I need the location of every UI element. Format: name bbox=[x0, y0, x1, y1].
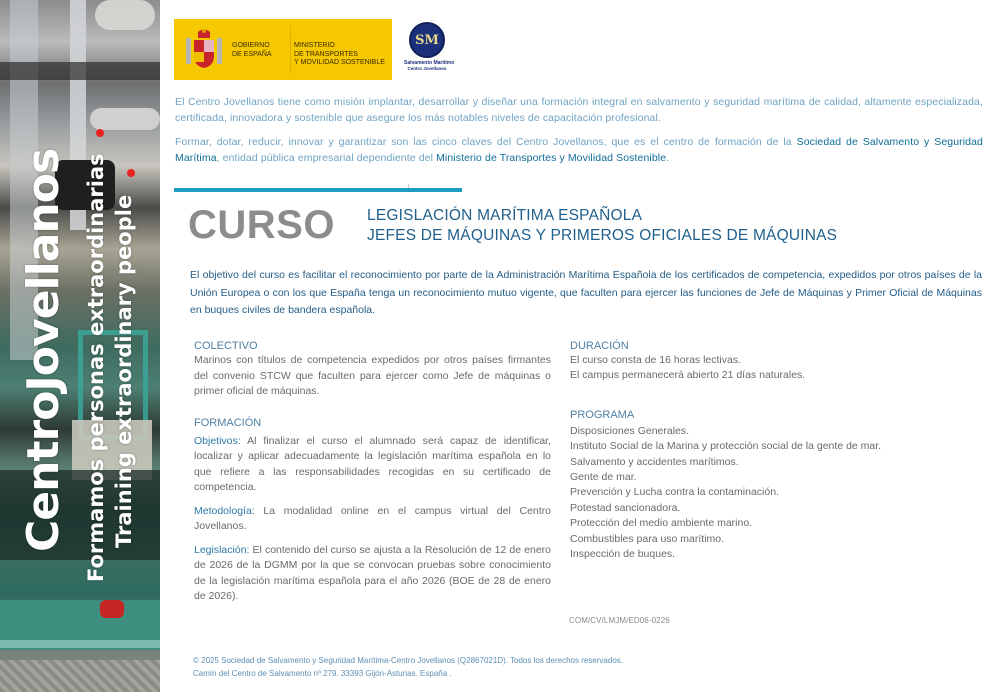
salvamento-maritimo-logo bbox=[404, 22, 455, 82]
text: El contenido del curso se ajusta a la Resolución de 12 de enero de 2026 de la DGMM por la que se convocan pruebas sobre conocimiento de la legislación marítima española para el año 2026 (BOE de 28 de enero de 2026). bbox=[194, 543, 551, 602]
programa-heading: PROGRAMA bbox=[570, 408, 635, 421]
text: . bbox=[666, 152, 670, 164]
photo-detail bbox=[0, 660, 160, 692]
programa-item: Inspección de buques. bbox=[570, 548, 676, 561]
colectivo-body: Marinos con títulos de competencia expedidos por otros países firmantes del convenio STCW que faculten para ejercer como Jefe de máquinas o primer oficial de máquinas. bbox=[194, 354, 551, 397]
ssm-name: Salvamento Marítimo bbox=[404, 60, 455, 66]
curso-label: CURSO bbox=[188, 203, 335, 247]
gobierno-logo bbox=[174, 19, 392, 80]
divider-tick bbox=[408, 184, 409, 188]
photo-detail bbox=[90, 108, 160, 130]
right-column bbox=[570, 339, 970, 562]
ministry-line: MINISTERIO bbox=[294, 42, 335, 49]
course-objective: El objetivo del curso es facilitar el reconocimiento por parte de la Administración Marítima Española de los certificados de competencia, expedidos por otros países de la Unión Europea o con los que España tenga un reconocimiento mutuo vigente, que faculten para ejercer las funciones de Jefe de Máquinas y Primer Oficial de Máquinas en buques civiles de bandera española. bbox=[190, 269, 982, 316]
accent-dot bbox=[127, 169, 135, 177]
metodologia-text bbox=[194, 504, 551, 535]
tagline-es-vertical: Formamos personas extraordinarias bbox=[84, 153, 108, 582]
sasemar-name: Sociedad de Salvamento y Seguridad Marítima bbox=[175, 136, 983, 164]
gov-line: DE ESPAÑA bbox=[232, 50, 272, 58]
course-title bbox=[367, 206, 837, 246]
objetivos-label: Objetivos: bbox=[194, 434, 241, 447]
ssm-subname: Centro Jovellanos bbox=[407, 66, 447, 71]
left-column bbox=[194, 339, 551, 605]
address-text: Camín del Centro de Salvamento nº 279. 33393 Gijón-Asturias. España . bbox=[193, 669, 452, 678]
colectivo-heading: COLECTIVO bbox=[194, 340, 258, 352]
photo-detail bbox=[0, 62, 160, 80]
programa-item: Disposiciones Generales. bbox=[570, 424, 690, 437]
programa-item: Prevención y Lucha contra la contaminación. bbox=[570, 486, 779, 499]
keys-paragraph bbox=[175, 134, 983, 166]
ministry-line: DE TRANSPORTES bbox=[294, 50, 358, 58]
coat-of-arms-icon bbox=[184, 28, 224, 70]
objetivos-text bbox=[194, 434, 551, 496]
duracion-line: El campus permanecerá abierto 21 días naturales. bbox=[570, 369, 806, 382]
duracion-heading: DURACIÓN bbox=[570, 340, 629, 352]
programa-item: Salvamento y accidentes marítimos. bbox=[570, 455, 739, 468]
gov-line: GOBIERNO bbox=[232, 42, 270, 49]
programa-item: Gente de mar. bbox=[570, 471, 637, 484]
tagline-en-vertical: Training extraordinary people bbox=[112, 194, 136, 548]
text: Formar, dotar, reducir, innovar y garantizar son las cinco claves del Centro Jovellanos, que es el centro de formación de la bbox=[175, 136, 797, 148]
metodologia-label: Metodología: bbox=[194, 504, 255, 517]
ministerio-text bbox=[294, 42, 385, 68]
text: , entidad pública empresarial dependiente del bbox=[216, 152, 437, 164]
photo-detail bbox=[100, 600, 124, 618]
ministry-name: Ministerio de Transportes y Movilidad Sostenible bbox=[436, 152, 667, 164]
legislacion-text bbox=[194, 543, 551, 605]
programa-item: Combustibles para uso marítimo. bbox=[570, 532, 725, 545]
accent-bar bbox=[174, 188, 462, 192]
programa-item: Potestad sancionadora. bbox=[570, 501, 681, 514]
course-title-line1: LEGISLACIÓN MARÍTIMA ESPAÑOLA bbox=[367, 207, 643, 224]
programa-item: Instituto Social de la Marina y protección social de la gente de mar. bbox=[570, 440, 882, 453]
mission-paragraph: El Centro Jovellanos tiene como misión implantar, desarrollar y diseñar una formación integral en salvamento y seguridad marítima de calidad, altamente especializada, certificada, innovadora y sostenible que asegure los más notables niveles de capacitación profesional. bbox=[175, 96, 983, 124]
footer bbox=[193, 654, 623, 680]
formacion-heading: FORMACIÓN bbox=[194, 416, 262, 429]
legislacion-label: Legislación: bbox=[194, 543, 250, 556]
divider bbox=[290, 25, 291, 73]
programa-item: Protección del medio ambiente marino. bbox=[570, 517, 753, 530]
photo-detail bbox=[0, 640, 160, 648]
accent-dot bbox=[96, 129, 104, 137]
copyright-text: © 2025 Sociedad de Salvamento y Seguridad Marítima-Centro Jovellanos (Q2867021D). Todos los derechos reservados. bbox=[193, 656, 623, 665]
sidebar-photo bbox=[0, 0, 160, 692]
gobierno-text bbox=[232, 42, 272, 59]
course-code: COM/CV/LMJM/ED06-0226 bbox=[569, 616, 670, 625]
duracion-line: El curso consta de 16 horas lectivas. bbox=[570, 354, 742, 366]
text: Al finalizar el curso el alumnado será capaz de identificar, localizar y aplicar adecuadamente la legislación marítima española en lo que refiere a las responsabilidades recogidas en su certificado de competencia. bbox=[194, 434, 551, 493]
anchor-emblem-icon: SM bbox=[409, 22, 445, 58]
brand-vertical-text: CentroJovellanos bbox=[18, 148, 69, 552]
ministry-line: Y MOVILIDAD SOSTENIBLE bbox=[294, 59, 385, 66]
text: La modalidad online en el campus virtual del Centro Jovellanos. bbox=[194, 504, 551, 532]
course-title-line2: JEFES DE MÁQUINAS Y PRIMEROS OFICIALES DE MÁQUINAS bbox=[367, 227, 838, 244]
photo-detail bbox=[95, 0, 155, 30]
